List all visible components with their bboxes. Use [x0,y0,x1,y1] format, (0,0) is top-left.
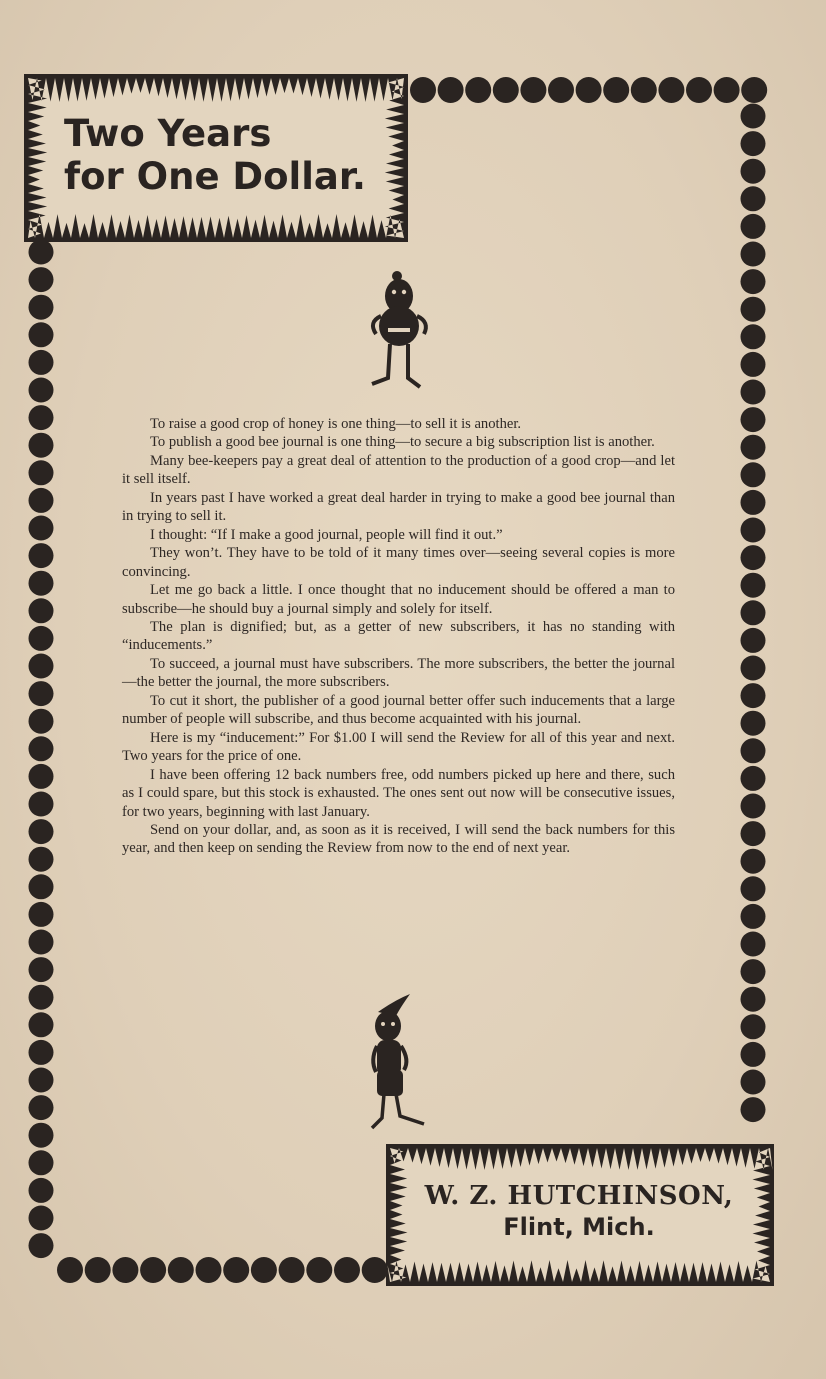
paragraph: To succeed, a journal must have subscribers. The more subscribers, the better the journal—the better the journal, the more subscribers. [122,655,675,691]
paragraph: I have been offering 12 back numbers free, odd numbers picked up here and there, such as I could spare, but this stock is exhausted. The ones sent out now will be consecutive issues, for two years, beginning with last January. [122,766,675,820]
elf-figure-icon [372,271,426,387]
signature-panel [404,1180,754,1242]
publisher-location: Flint, Mich. [503,1213,655,1241]
paragraph: Let me go back a little. I once thought that no inducement should be offered a man to subscribe—he should buy a journal simply and solely for itself. [122,582,675,617]
title-line-1: Two Years [64,112,272,155]
paragraph: Many bee-keepers pay a great deal of attention to the production of a good crop—and let it sell itself. [122,452,675,488]
paragraph: I thought: “If I make a good journal, people will find it out.” [150,526,503,543]
paragraph: To raise a good crop of honey is one thing—to sell it is another. [150,416,522,432]
paragraph: They won’t. They have to be told of it many times over—seeing several copies is more convincing. [122,545,675,580]
advertisement-body [122,415,675,858]
title-panel [64,112,384,198]
paragraph: To publish a good bee journal is one thing—to secure a big subscription list is another. [150,434,655,451]
paragraph: The plan is dignified; but, as a getter of new subscribers, it has no standing with “inducements.” [122,618,675,654]
paragraph: In years past I have worked a great deal harder in trying to make a good bee journal than in trying to sell it. [122,489,675,525]
paragraph: To cut it short, the publisher of a good journal better offer such inducements that a large number of people will subscribe, and thus become acquainted with his journal. [122,692,675,728]
elf-with-cap-icon [372,994,424,1128]
publisher-name: W. Z. HUTCHINSON, [424,1181,734,1211]
paragraph: Here is my “inducement:” For $1.00 I will send the Review for all of this year and next. Two years for the price of one. [122,729,675,765]
paragraph: Send on your dollar, and, as soon as it is received, I will send the back numbers for this year, and then keep on sending the Review from now to the end of next year. [122,821,675,857]
title-line-2: for One Dollar. [64,155,366,198]
